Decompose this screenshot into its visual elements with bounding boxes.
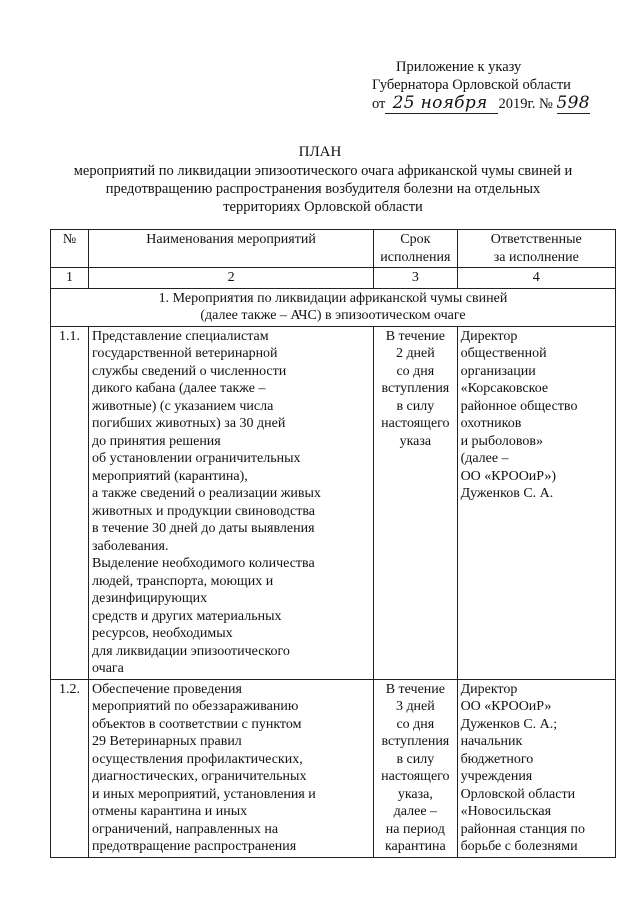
column-index: 1 bbox=[51, 268, 89, 289]
row-responsible: Директор общественной организации «Корсаковское районное общество охотников и рыболовов» (далее – ОО «КРООиР») Дуженков С. А. bbox=[457, 326, 615, 679]
handwritten-number: 598 bbox=[556, 93, 590, 113]
row-responsible: Директор ОО «КРООиР» Дуженков С. А.; начальник бюджетного учреждения Орловской области «Новосильская районная станция по борьбе с болезнями bbox=[457, 679, 615, 857]
column-index: 4 bbox=[457, 268, 615, 289]
number-underline bbox=[557, 94, 590, 114]
column-index: 3 bbox=[374, 268, 457, 289]
column-index: 2 bbox=[89, 268, 374, 289]
header-activity: Наименования мероприятий bbox=[89, 230, 374, 268]
plan-title: ПЛАН bbox=[298, 144, 342, 160]
plan-table bbox=[50, 229, 616, 858]
date-underline bbox=[385, 94, 498, 114]
row-number: 1.2. bbox=[51, 679, 89, 857]
row-term: В течение 2 дней со дня вступления в силу настоящего указа bbox=[374, 326, 457, 679]
plan-subtitle: мероприятий по ликвидации эпизоотического очага африканской чумы свиней и предотвращению распространения возбудителя болезни на отдельных территориях Орловской области bbox=[73, 163, 573, 215]
appendix-line-1: Приложение к указу bbox=[396, 59, 522, 75]
row-activity: Обеспечение проведения мероприятий по обеззараживанию объектов в соответствии с пунктом 29 Ветеринарных правил осуществления профилактических, диагностических, ограничительных и иных мероприятий, установления и отмены карантина и иных ограничений, направленных на предотвращение распространения bbox=[89, 679, 374, 857]
appendix-date-line bbox=[360, 94, 600, 114]
table-row bbox=[51, 679, 616, 857]
section-title: 1. Мероприятия по ликвидации африканской чумы свиней (далее также – АЧС) в эпизоотическом очаге bbox=[51, 288, 616, 326]
header-responsible: Ответственные за исполнение bbox=[457, 230, 615, 268]
row-term: В течение 3 дней со дня вступления в силу настоящего указа, далее – на период карантина bbox=[374, 679, 457, 857]
appendix-header bbox=[360, 58, 600, 114]
column-index-row bbox=[51, 268, 616, 289]
row-number: 1.1. bbox=[51, 326, 89, 679]
header-term: Срок исполнения bbox=[374, 230, 457, 268]
table-header-row bbox=[51, 230, 616, 268]
year-number-label: 2019г. № bbox=[498, 96, 553, 112]
table-row bbox=[51, 326, 616, 679]
appendix-line-2: Губернатора Орловской области bbox=[372, 77, 571, 93]
header-number: № bbox=[51, 230, 89, 268]
date-prefix: от bbox=[372, 96, 386, 112]
handwritten-date: 25 ноября bbox=[392, 93, 488, 113]
section-row bbox=[51, 288, 616, 326]
row-activity: Представление специалистам государственной ветеринарной службы сведений о численности дикого кабана (далее также – животные) (с указанием числа погибших животных) за 30 дней до принятия решения об установлении ограничительных мероприятий (карантина), а также сведений о реализации живых животных и продукции свиноводства в течение 30 дней до даты выявления заболевания. Выделение необходимого количества людей, транспорта, моющих и дезинфицирующих средств и других материальных ресурсов, необходимых для ликвидации эпизоотического очага bbox=[89, 326, 374, 679]
